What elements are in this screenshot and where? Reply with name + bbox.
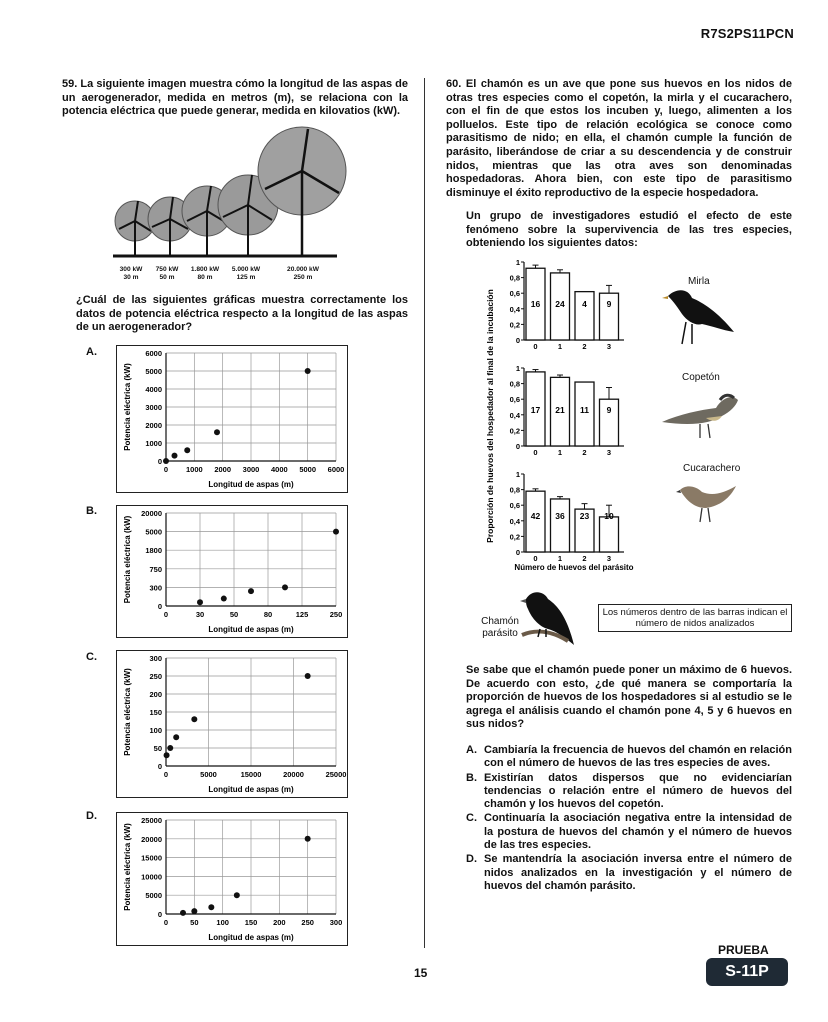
x-axis-label: Longitud de aspas (m) <box>208 785 294 794</box>
copeton-bird-icon <box>660 384 742 442</box>
data-point <box>173 734 179 740</box>
answer-option-b[interactable]: B. Existirían datos dispersos que no evidenciarían tendencias o relación entre el número de huevos del chamón y los huevos del copetón. <box>466 771 792 811</box>
bar-nest-count: 42 <box>530 511 541 522</box>
x-tick-label: 50 <box>190 918 199 927</box>
x-tick-label: 100 <box>216 918 229 927</box>
column-divider <box>424 78 425 948</box>
x-tick-label: 4000 <box>270 465 288 474</box>
data-point <box>172 453 178 459</box>
data-point <box>221 596 227 602</box>
answer-option-a[interactable]: A. Cambiaría la frecuencia de huevos del chamón en relación con el número de huevos de las tres especies de aves. <box>466 744 792 770</box>
data-point <box>197 599 203 605</box>
y-tick-label: 0,2 <box>509 320 520 330</box>
q59-question: ¿Cuál de las siguientes gráficas muestra correctamente los datos de potencia eléctrica respecto a la longitud de las aspas de un aerogenerador? <box>76 294 408 334</box>
x-tick-label: 1000 <box>185 465 203 474</box>
y-axis-label: Potencia eléctrica (kW) <box>123 363 132 451</box>
y-tick-label: 0,8 <box>509 485 520 495</box>
x-tick-label: 0 <box>163 610 169 619</box>
data-point <box>333 529 339 535</box>
data-point <box>208 904 214 910</box>
option-b-letter[interactable]: B. <box>86 505 97 517</box>
turbine-icon-5 <box>258 127 346 256</box>
x-tick-label: 80 <box>263 610 273 619</box>
prueba-label: PRUEBA <box>718 943 769 957</box>
y-tick-label: 50 <box>153 744 162 753</box>
data-point <box>184 447 190 453</box>
y-tick-label: 0,6 <box>509 289 520 299</box>
y-tick-label: 0,4 <box>509 516 520 526</box>
answer-option-d[interactable]: D. Se mantendría la asociación inversa entre el número de nidos analizados en la investigación y el número de huevos del chamón parásito. <box>466 853 792 892</box>
x-tick-label: 3 <box>606 342 612 351</box>
y-tick-label: 0,6 <box>509 395 520 405</box>
bar-x-axis-label: Número de huevos del parásito <box>514 563 634 572</box>
exam-code-badge: S-11P <box>706 958 788 986</box>
bar-panel-1 <box>510 258 624 351</box>
x-tick-label: 1 <box>557 554 563 563</box>
x-tick-label: 0 <box>163 770 169 779</box>
turbine-label-5: 20.000 kW 250 m <box>287 266 319 281</box>
y-axis-label: Potencia eléctrica (kW) <box>123 823 132 911</box>
x-tick-label: 30 <box>195 610 205 619</box>
y-tick-label: 5000 <box>145 367 162 376</box>
bar-y-axis-label: Proporción de huevos del hospedador al final de la incubación <box>485 289 495 543</box>
x-tick-label: 25000 <box>325 770 347 779</box>
y-tick-label: 15000 <box>141 853 162 863</box>
bar-nest-count: 10 <box>604 511 614 522</box>
bar-nest-count: 11 <box>580 405 589 416</box>
bar-panel-3 <box>510 470 624 563</box>
x-tick-label: 15000 <box>240 770 262 779</box>
bar <box>600 517 619 552</box>
bar-nest-count: 36 <box>555 511 565 522</box>
bar-nest-count: 21 <box>555 405 565 416</box>
data-point <box>214 429 220 435</box>
bird-name-cucarachero: Cucarachero <box>683 463 741 474</box>
bar-nest-count: 23 <box>579 511 590 522</box>
y-tick-label: 200 <box>149 690 162 699</box>
q60-intro2: Un grupo de investigadores estudió el efecto de este fenómeno sobre la supervivencia de las tres especies, obteniendo los siguientes datos: <box>466 210 792 250</box>
y-tick-label: 0 <box>157 762 162 771</box>
data-point <box>164 752 170 758</box>
turbine-label-3: 1.800 kW 80 m <box>190 266 220 281</box>
q60-intro <box>446 78 792 200</box>
bar-nest-count: 17 <box>530 405 541 416</box>
turbine-label-4: 5.000 kW 125 m <box>231 266 261 281</box>
y-tick-label: 0 <box>515 336 520 345</box>
y-tick-label: 0 <box>515 442 520 451</box>
q59-prompt-text: La siguiente imagen muestra cómo la longitud de las aspas de un aerogenerador, medida en metros (m), se relaciona con la potencia eléctrica que puede generar, medida en kilovatios (kW). <box>62 78 409 118</box>
x-tick-label: 5000 <box>200 770 217 779</box>
x-tick-label: 3 <box>606 554 612 563</box>
x-axis-label: Longitud de aspas (m) <box>208 625 294 634</box>
y-tick-label: 0,8 <box>509 273 520 283</box>
y-tick-label: 0,4 <box>509 410 520 420</box>
q60-answer-options <box>466 744 792 894</box>
bird-name-mirla: Mirla <box>688 276 710 287</box>
bar-panel-2 <box>510 364 624 457</box>
chamon-bird-icon <box>518 585 580 655</box>
y-tick-label: 4000 <box>145 385 162 394</box>
x-tick-label: 200 <box>273 918 286 927</box>
y-tick-label: 0,4 <box>509 304 520 314</box>
y-tick-label: 1 <box>515 364 520 373</box>
y-tick-label: 5000 <box>145 891 162 901</box>
x-axis-label: Longitud de aspas (m) <box>208 480 294 489</box>
data-point <box>191 716 197 722</box>
x-tick-label: 0 <box>163 465 169 474</box>
y-tick-label: 0 <box>515 548 520 557</box>
y-tick-label: 6000 <box>145 349 162 358</box>
x-tick-label: 50 <box>229 610 239 619</box>
x-tick-label: 0 <box>533 554 538 563</box>
mirla-bird-icon <box>662 286 738 350</box>
y-tick-label: 2000 <box>145 421 162 430</box>
y-tick-label: 250 <box>149 672 162 681</box>
bar-nest-count: 24 <box>555 299 565 310</box>
cucarachero-bird-icon <box>676 476 740 524</box>
data-point <box>234 892 240 898</box>
host-egg-proportion-charts <box>484 256 654 578</box>
bird-name-copeton: Copetón <box>682 372 720 383</box>
y-tick-label: 1 <box>515 258 520 267</box>
y-tick-label: 3000 <box>145 403 162 412</box>
x-tick-label: 0 <box>163 918 169 927</box>
data-point <box>282 584 288 590</box>
x-tick-label: 5000 <box>299 465 317 474</box>
y-tick-label: 0,2 <box>509 426 520 436</box>
option-c-letter[interactable]: C. <box>86 651 97 663</box>
option-d-chart[interactable] <box>116 812 348 946</box>
y-tick-label: 10000 <box>141 872 162 882</box>
data-point <box>305 836 311 842</box>
x-tick-label: 2 <box>582 554 587 563</box>
x-tick-label: 0 <box>533 448 538 457</box>
data-point <box>180 910 186 916</box>
option-b-chart[interactable] <box>116 505 348 638</box>
q59-number: 59. <box>62 78 78 90</box>
page-number: 15 <box>414 966 428 980</box>
bar-nest-count: 9 <box>606 299 612 310</box>
x-tick-label: 1 <box>557 448 563 457</box>
data-point <box>305 673 311 679</box>
x-tick-label: 1 <box>557 342 563 351</box>
x-tick-label: 20000 <box>283 770 304 779</box>
bar-nest-count: 9 <box>606 405 612 416</box>
y-tick-label: 0 <box>157 910 162 919</box>
turbine-label-1: 300 kW 30 m <box>119 266 143 281</box>
y-tick-label: 20000 <box>141 834 162 844</box>
x-tick-label: 125 <box>295 610 309 619</box>
q59-prompt <box>62 78 408 119</box>
y-tick-label: 0,8 <box>509 379 520 389</box>
y-tick-label: 1800 <box>145 546 162 556</box>
parasite-label: Chamón parásito <box>481 616 519 639</box>
y-tick-label: 1000 <box>145 439 162 448</box>
turbine-label-2: 750 kW 50 m <box>155 266 179 281</box>
x-tick-label: 250 <box>329 610 343 619</box>
bar <box>526 491 545 552</box>
x-tick-label: 3000 <box>242 465 260 474</box>
y-tick-label: 1 <box>515 470 520 479</box>
y-tick-label: 5000 <box>145 527 162 537</box>
x-tick-label: 150 <box>244 918 258 927</box>
document-code: R7S2PS11PCN <box>700 26 794 41</box>
x-axis-label: Longitud de aspas (m) <box>208 933 294 942</box>
y-tick-label: 0,2 <box>509 532 520 542</box>
answer-option-c[interactable]: C. Continuaría la asociación negativa entre la intensidad de la postura de huevos del chamón y el número de huevos de las tres especies. <box>466 812 792 852</box>
option-a-letter[interactable]: A. <box>86 346 97 358</box>
bar-nest-count: 16 <box>530 299 541 310</box>
data-point <box>248 588 254 594</box>
y-tick-label: 150 <box>149 708 162 717</box>
data-point <box>191 908 197 914</box>
y-tick-label: 0,6 <box>509 501 520 511</box>
data-point <box>163 458 169 464</box>
x-tick-label: 250 <box>301 918 314 927</box>
turbine-icon-1 <box>115 201 155 256</box>
option-c-chart[interactable] <box>116 650 348 798</box>
y-axis-label: Potencia eléctrica (kW) <box>123 515 132 604</box>
option-d-letter[interactable]: D. <box>86 810 97 822</box>
y-tick-label: 300 <box>149 654 162 663</box>
x-tick-label: 6000 <box>327 465 345 474</box>
y-axis-label: Potencia eléctrica (kW) <box>123 668 132 756</box>
x-tick-label: 0 <box>533 342 538 351</box>
q60-closing: Se sabe que el chamón puede poner un máximo de 6 huevos. De acuerdo con esto, ¿de qué manera se comportaría la proporción de huevos de los hospedadores si al estudio se le agrega el análisis cuando el chamón pone 4, 5 y 6 huevos en sus nidos? <box>466 664 792 731</box>
q60-number: 60. <box>446 78 462 90</box>
x-tick-label: 2 <box>582 342 587 351</box>
x-tick-label: 2000 <box>214 465 232 474</box>
wind-turbines-illustration <box>105 125 350 265</box>
data-point <box>167 745 173 751</box>
y-tick-label: 20000 <box>141 509 162 518</box>
y-tick-label: 300 <box>149 583 162 593</box>
bar-numbers-note: Los números dentro de las barras indican el número de nidos analizados <box>598 604 792 632</box>
y-tick-label: 100 <box>149 726 162 735</box>
x-tick-label: 2 <box>582 448 587 457</box>
x-tick-label: 300 <box>329 918 343 927</box>
y-tick-label: 750 <box>149 564 162 574</box>
data-point <box>305 368 311 374</box>
x-tick-label: 3 <box>606 448 612 457</box>
bar <box>551 499 570 552</box>
option-a-chart[interactable] <box>116 345 348 493</box>
bar-nest-count: 4 <box>582 299 587 310</box>
y-tick-label: 0 <box>157 457 162 466</box>
y-tick-label: 25000 <box>141 816 162 825</box>
y-tick-label: 0 <box>157 602 162 611</box>
q60-intro-text: El chamón es un ave que pone sus huevos en los nidos de otras tres especies como el copetón, la mirla y el cucarachero, con el fin de que estos los incuben y, luego, alimenten a los polluelos. Este tipo de relación ecológica se conoce como parasitismo de nido; en ella, el chamón cumple la función de parásito, liberándose de criar a su descendencia y de construir nidos, mientras que las otra aves son denominadas hospedadoras. Ahora bien, con este tipo de parasitismo disminuye el éxito reproductivo de la especie hospedadora. <box>446 78 792 199</box>
